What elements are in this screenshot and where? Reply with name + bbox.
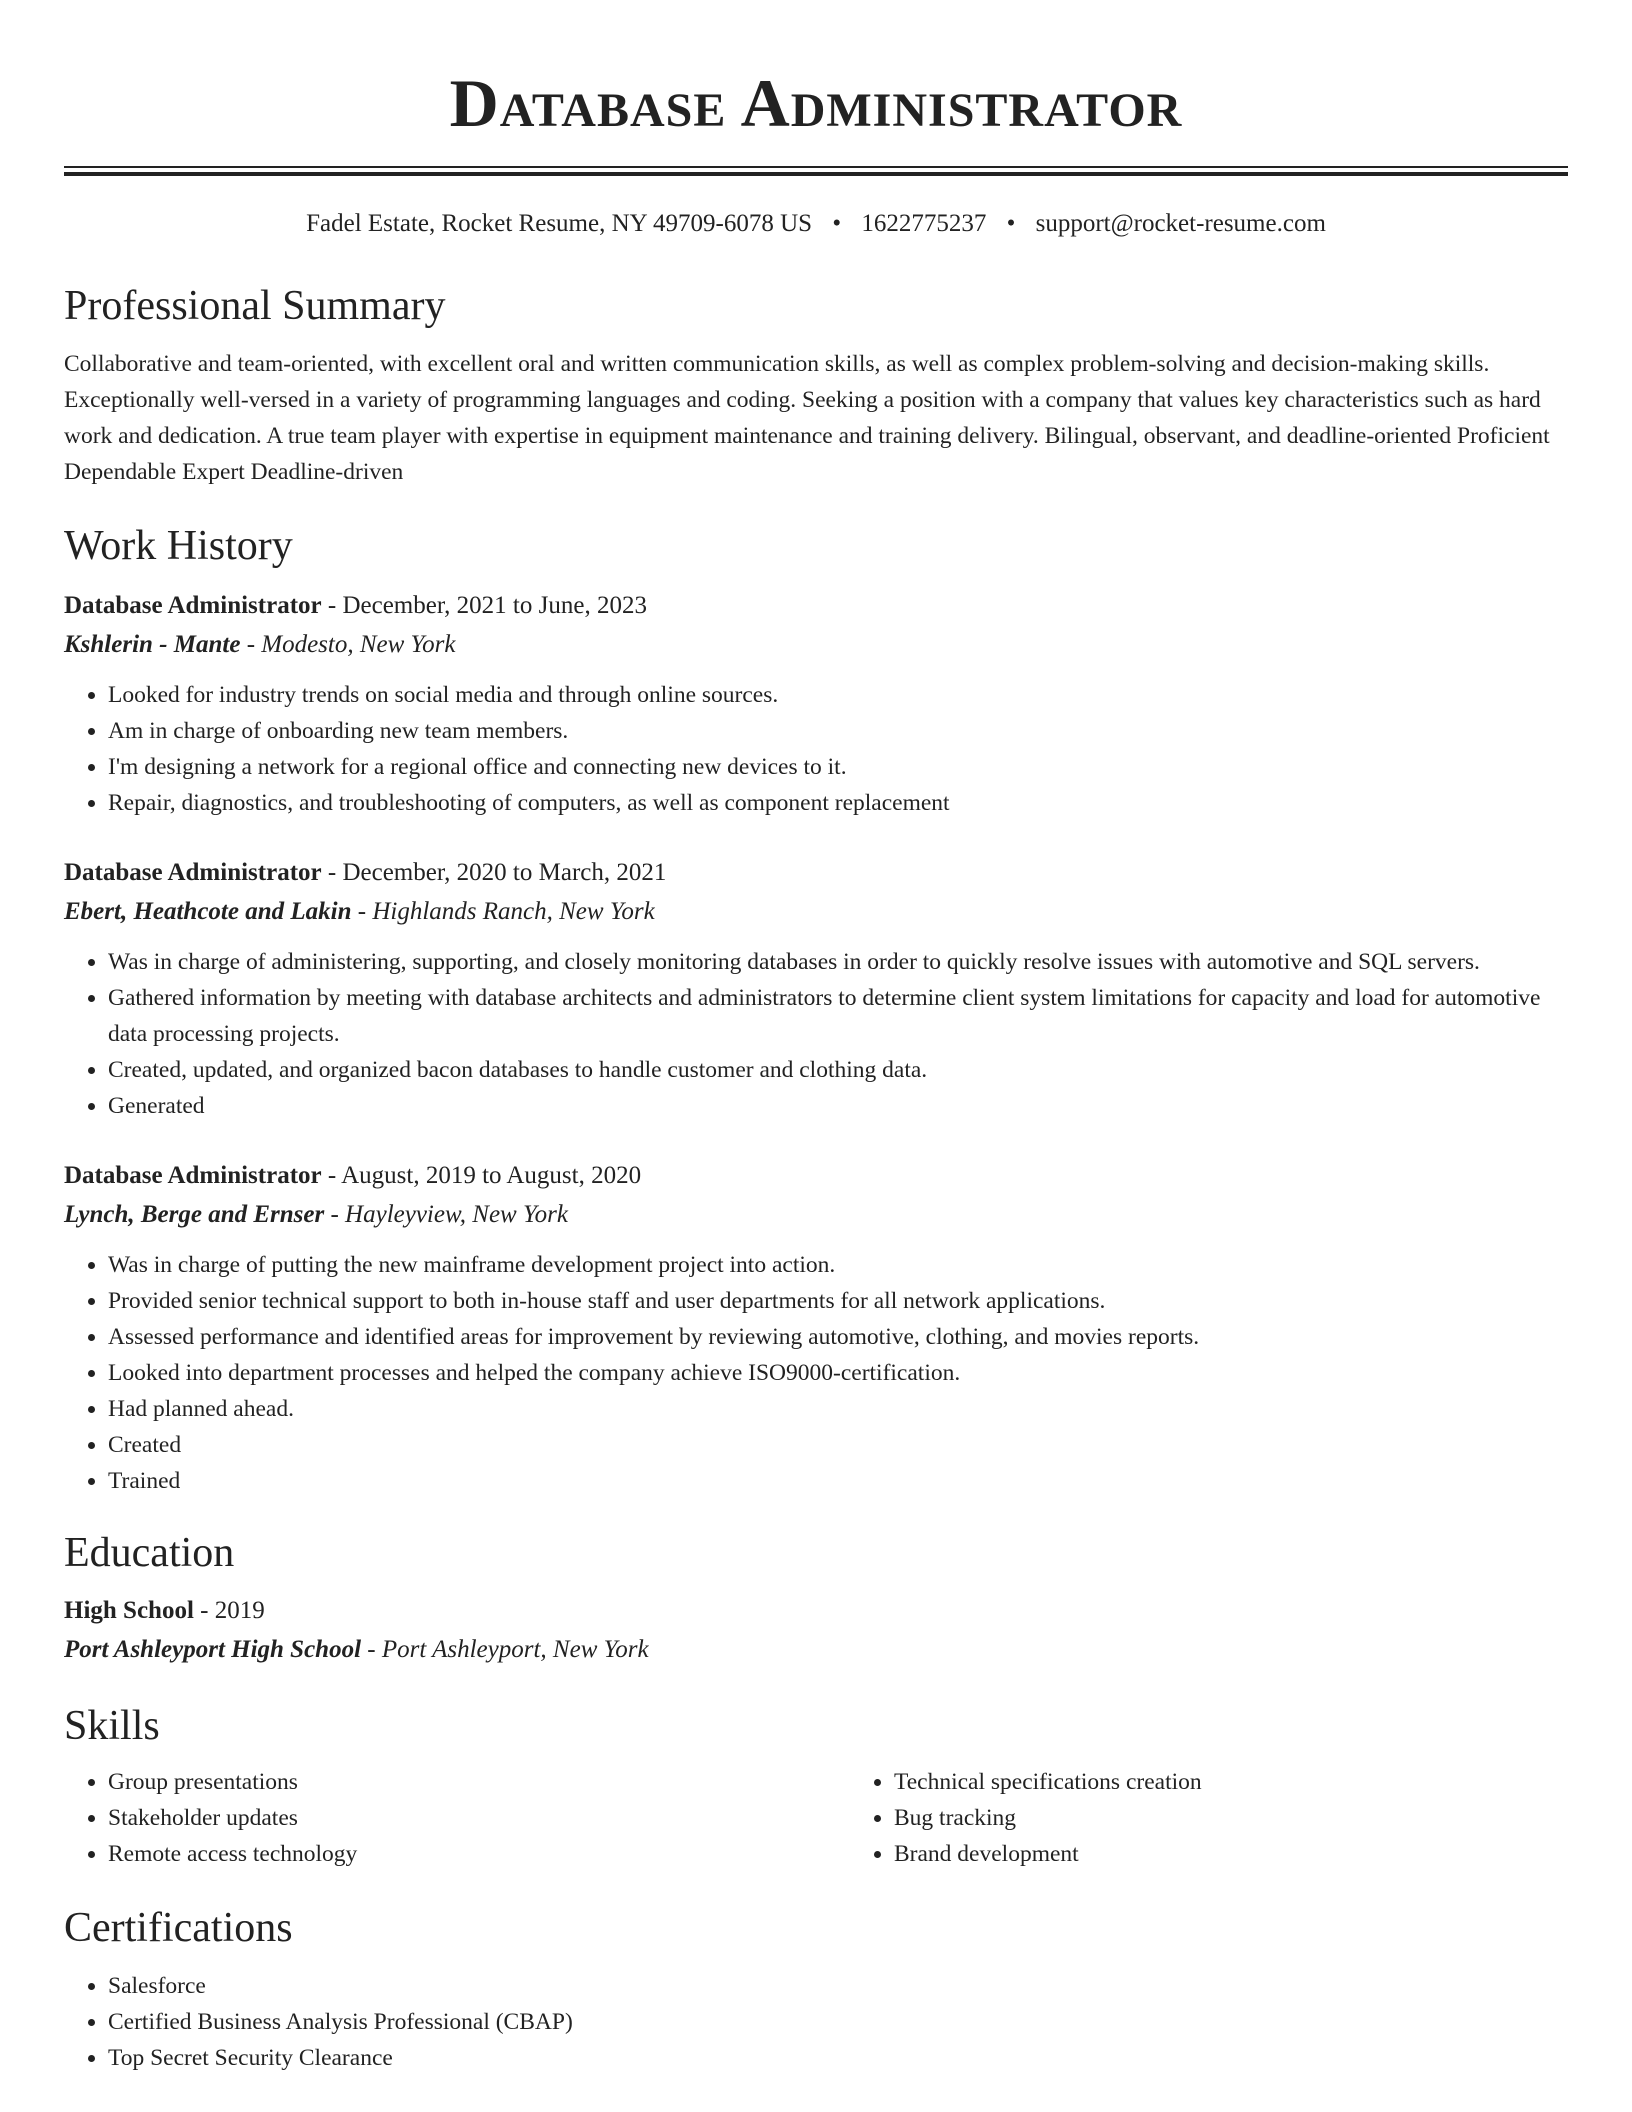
list-item: • Created xyxy=(108,1427,1568,1463)
job-entry xyxy=(64,1158,1568,1499)
education-year: - 2019 xyxy=(193,1597,265,1624)
job-role: Database Administrator xyxy=(64,859,322,886)
list-item: • Am in charge of onboarding new team members. xyxy=(108,713,1568,749)
list-item: • Repair, diagnostics, and troubleshooting of computers, as well as component replacement xyxy=(108,785,1568,821)
list-item: • Provided senior technical support to both in-house staff and user departments for all network applications. xyxy=(108,1283,1568,1319)
job-header xyxy=(64,855,1568,891)
contact-line xyxy=(64,208,1568,240)
summary-text: Collaborative and team-oriented, with excellent oral and written communication skills, as well as complex problem-solving and decision-making skills. Exceptionally well-versed in a variety of programming languages and coding. Seeking a position with a company that values key characteristics such as hard work and dedication. A true team player with expertise in equipment maintenance and training delivery. Bilingual, observant, and deadline-oriented Proficient Dependable Expert Deadline-driven xyxy=(64,351,1550,485)
job-employer xyxy=(64,1197,1568,1233)
education-school-line xyxy=(64,1632,1568,1668)
list-item: • Technical specifications creation xyxy=(894,1764,1632,1800)
job-location: - Modesto, New York xyxy=(240,631,456,658)
contact-address: Fadel Estate, Rocket Resume, NY 49709-6078 US xyxy=(306,210,813,237)
list-item: • Salesforce xyxy=(108,1968,1568,2004)
list-item: • Bug tracking xyxy=(894,1800,1632,1836)
list-item: • Was in charge of putting the new mainframe development project into action. xyxy=(108,1247,1568,1283)
list-item: • Remote access technology xyxy=(108,1836,850,1872)
certifications-heading: Certifications xyxy=(64,1905,293,1951)
contact-separator: • xyxy=(1006,210,1016,237)
list-item: • Brand development xyxy=(894,1836,1632,1872)
job-company: Kshlerin - Mante xyxy=(64,631,241,658)
skills-grid xyxy=(64,1764,1568,1872)
job-entry xyxy=(64,855,1568,1124)
education-degree: High School xyxy=(64,1597,194,1624)
list-item: • Trained xyxy=(108,1463,1568,1499)
job-dates: - December, 2020 to March, 2021 xyxy=(321,859,667,886)
job-employer xyxy=(64,627,1568,663)
education-entry xyxy=(64,1593,1568,1668)
education-header xyxy=(64,1593,1568,1629)
job-employer xyxy=(64,894,1568,930)
skills-column-left xyxy=(64,1764,850,1872)
list-item: • Looked for industry trends on social media and through online sources. xyxy=(108,677,1568,713)
certifications-list xyxy=(64,1968,1568,2076)
list-item: • Stakeholder updates xyxy=(108,1800,850,1836)
job-company: Ebert, Heathcote and Lakin xyxy=(64,898,352,925)
contact-separator: • xyxy=(832,210,842,237)
job-header xyxy=(64,588,1568,624)
job-company: Lynch, Berge and Ernser xyxy=(64,1201,325,1228)
title-divider xyxy=(64,166,1568,176)
list-item: • Certified Business Analysis Professional (CBAP) xyxy=(108,2004,1568,2040)
job-dates: - December, 2021 to June, 2023 xyxy=(321,592,647,619)
list-item: • Created, updated, and organized bacon databases to handle customer and clothing data. xyxy=(108,1052,1568,1088)
job-location: - Hayleyview, New York xyxy=(324,1201,568,1228)
work-history-heading: Work History xyxy=(64,523,293,569)
job-dates: - August, 2019 to August, 2020 xyxy=(321,1162,642,1189)
resume-page xyxy=(64,0,1568,2076)
contact-phone: 1622775237 xyxy=(861,210,987,237)
document-title: Database Administrator xyxy=(449,65,1183,141)
skills-heading: Skills xyxy=(64,1703,160,1749)
list-item: • Had planned ahead. xyxy=(108,1391,1568,1427)
list-item: • Top Secret Security Clearance xyxy=(108,2040,1568,2076)
list-item: • I'm designing a network for a regional office and connecting new devices to it. xyxy=(108,749,1568,785)
job-duties xyxy=(64,944,1568,1124)
summary-heading: Professional Summary xyxy=(64,283,446,329)
list-item: • Assessed performance and identified areas for improvement by reviewing automotive, clothing, and movies reports. xyxy=(108,1319,1568,1355)
list-item: • Generated xyxy=(108,1088,1568,1124)
job-role: Database Administrator xyxy=(64,1162,322,1189)
education-location: - Port Ashleyport, New York xyxy=(361,1636,649,1663)
list-item: • Gathered information by meeting with database architects and administrators to determine client system limitations for capacity and load for automotive data processing projects. xyxy=(108,980,1568,1052)
list-item: • Looked into department processes and helped the company achieve ISO9000-certification. xyxy=(108,1355,1568,1391)
job-role: Database Administrator xyxy=(64,592,322,619)
education-school: Port Ashleyport High School xyxy=(64,1636,362,1663)
contact-email: support@rocket-resume.com xyxy=(1035,210,1326,237)
skills-column-right xyxy=(850,1764,1632,1872)
education-heading: Education xyxy=(64,1530,235,1576)
job-duties xyxy=(64,677,1568,821)
list-item: • Group presentations xyxy=(108,1764,850,1800)
list-item: • Was in charge of administering, supporting, and closely monitoring databases in order to quickly resolve issues with automotive and SQL servers. xyxy=(108,944,1568,980)
job-entry xyxy=(64,588,1568,821)
job-location: - Highlands Ranch, New York xyxy=(351,898,655,925)
job-header xyxy=(64,1158,1568,1194)
job-duties xyxy=(64,1247,1568,1499)
